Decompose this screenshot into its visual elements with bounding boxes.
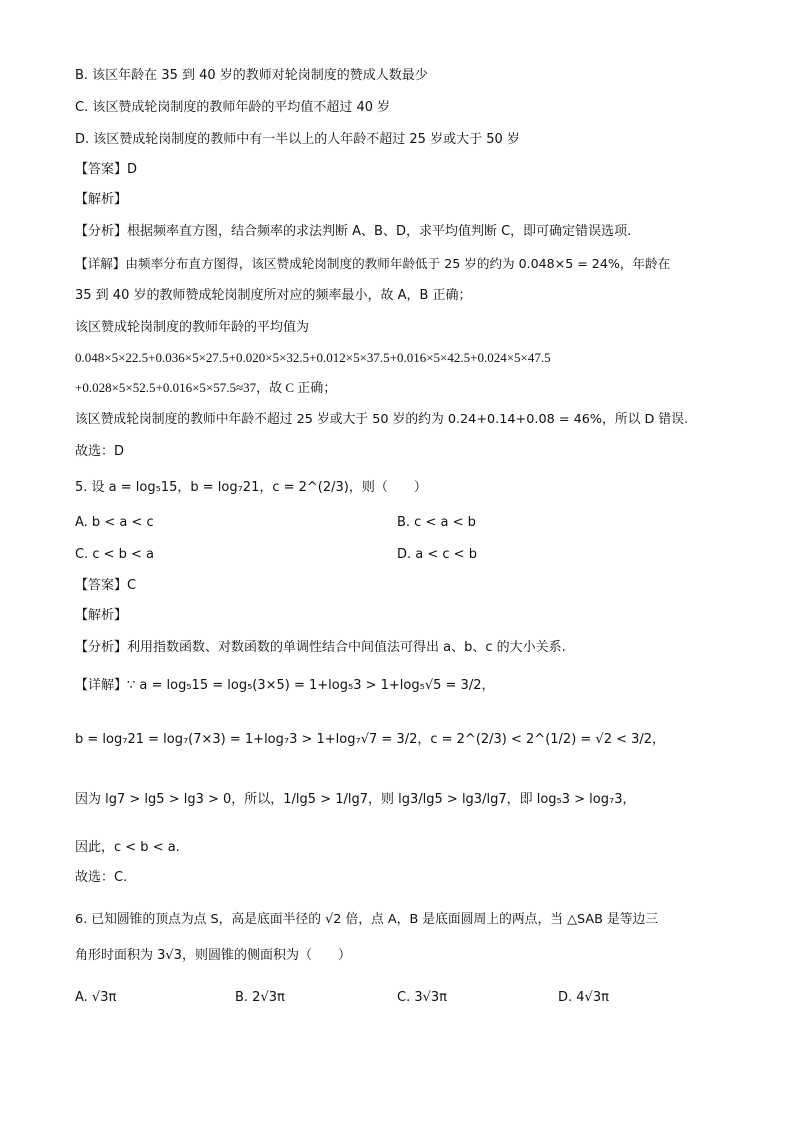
q5-option-c: C. c < b < a [75,547,155,562]
analysis-label: 【解析】 [75,192,128,207]
option-d-text: D. 该区赞成轮岗制度的教师中有一半以上的人年龄不超过 25 岁或大于 50 岁 [75,132,520,147]
option-c-text: C. 该区赞成轮岗制度的教师年龄的平均值不超过 40 岁 [75,100,391,115]
question-5-stem: 5. 设 a = log₅15，b = log₇21，c = 2^(2/3)，则（ ） [75,480,427,495]
q6-option-d: D. 4√3π [558,990,609,1005]
q5-detail-line-2: b = log₇21 = log₇(7×3) = 1+log₇3 > 1+log₇√7 = 3/2，c = 2^(2/3) < 2^(1/2) = √2 < 3/2， [75,732,666,747]
detail-text-2: 35 到 40 岁的教师赞成轮岗制度所对应的频率最小，故 A，B 正确； [75,288,472,303]
q5-analysis-label: 【解析】 [75,608,128,623]
q6-option-b: B. 2√3π [235,990,285,1005]
detail-text-4: 该区赞成轮岗制度的教师中年龄不超过 25 岁或大于 50 岁的约为 0.24+0.14+0.08 = 46%，所以 D 错误. [75,412,689,427]
choose-answer: 故选：D [75,444,125,459]
detail-text-3: 该区赞成轮岗制度的教师年龄的平均值为 [75,320,310,335]
q5-analysis-text: 【分析】利用指数函数、对数函数的单调性结合中间值法可得出 a、b、c 的大小关系. [75,640,566,655]
q6-option-c: C. 3√3π [397,990,447,1005]
q5-detail-line-3: 因为 lg7 > lg5 > lg3 > 0，所以，1/lg5 > 1/lg7，则 lg3/lg5 > lg3/lg7，即 log₅3 > log₇3， [75,792,636,807]
q5-option-a: A. b < a < c [75,515,154,530]
q5-detail-line-4: 因此，c < b < a. [75,840,180,855]
q5-answer-label: 【答案】C [75,578,137,593]
q5-detail-line-1: 【详解】∵ a = log₅15 = log₅(3×5) = 1+log₅3 > 1+log₅√5 = 3/2， [75,678,495,693]
question-6-stem-line-1: 6. 已知圆锥的顶点为点 S，高是底面半径的 √2 倍，点 A，B 是底面圆周上的两点，当 △SAB 是等边三 [75,912,659,927]
q5-option-b: B. c < a < b [397,515,476,530]
q6-option-a: A. √3π [75,990,117,1005]
option-b-text: B. 该区年龄在 35 到 40 岁的教师对轮岗制度的赞成人数最少 [75,68,428,83]
q5-option-d: D. a < c < b [397,547,477,562]
answer-label: 【答案】D [75,162,138,177]
analysis-text: 【分析】根据频率直方图，结合频率的求法判断 A、B、D，求平均值判断 C，即可确定错误选项. [75,224,632,239]
average-formula-line-1: 0.048×5×22.5+0.036×5×27.5+0.020×5×32.5+0.012×5×37.5+0.016×5×42.5+0.024×5×47.5 [75,350,551,365]
detail-text-1: 【详解】由频率分布直方图得，该区赞成轮岗制度的教师年龄低于 25 岁的约为 0.048×5 = 24%，年龄在 [75,256,671,271]
average-formula-line-2: +0.028×5×52.5+0.016×5×57.5≈37，故 C 正确； [75,380,337,395]
question-6-stem-line-2: 角形时面积为 3√3，则圆锥的侧面积为（ ） [75,948,351,963]
q5-choose-answer: 故选：C. [75,870,128,885]
